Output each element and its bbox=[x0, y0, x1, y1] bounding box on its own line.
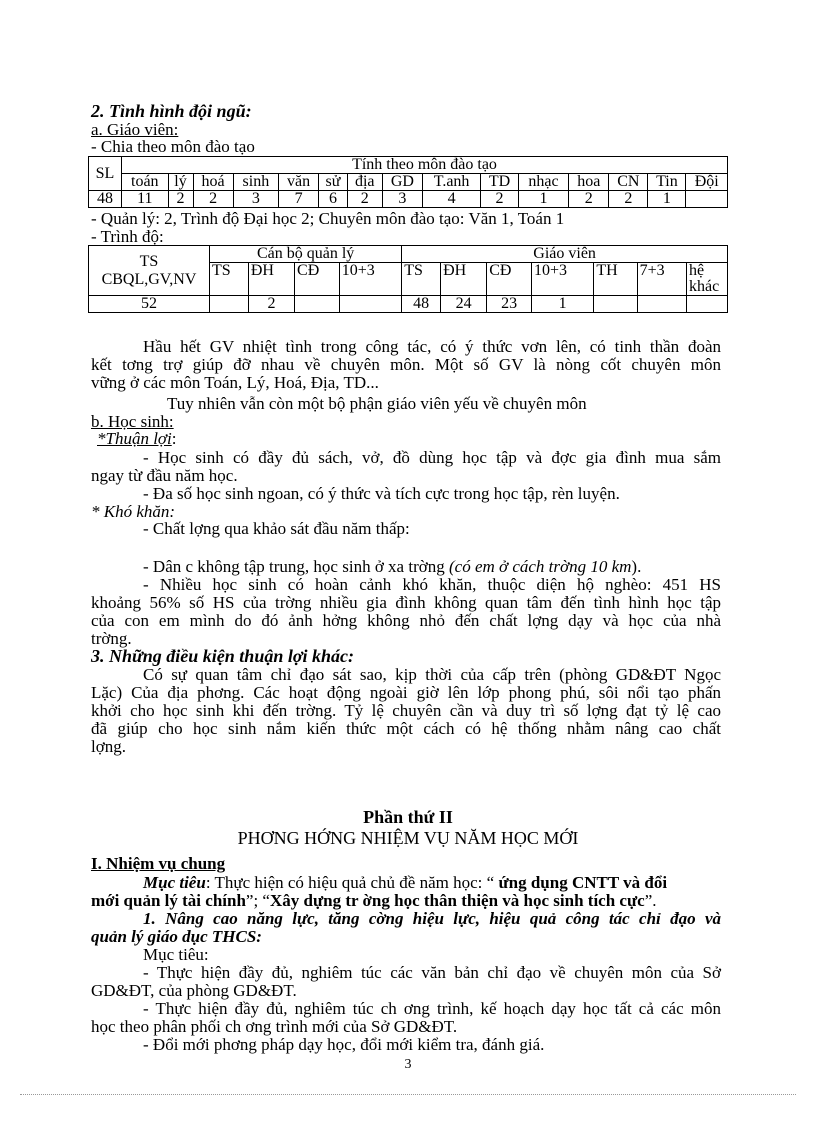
teacher-value-cell bbox=[637, 296, 686, 313]
target2-line1: - Thực hiện đầy đủ, nghiêm túc ch ơng trình, kế hoạch dạy học tất cả các môn bbox=[143, 999, 721, 1018]
target1-line2: GD&ĐT, của phòng GD&ĐT. bbox=[91, 981, 297, 1000]
teacher-value-cell bbox=[687, 296, 728, 313]
teacher-value-cell bbox=[594, 296, 637, 313]
subject-header-cell: văn bbox=[279, 174, 319, 191]
management-col-header: TS bbox=[210, 263, 249, 296]
subject-count-cell: 4 bbox=[422, 191, 480, 208]
target3: - Đổi mới phơng pháp dạy học, đổi mới kiểm tra, đánh giá. bbox=[143, 1035, 545, 1054]
teacher-col-header: 10+3 bbox=[531, 263, 593, 296]
goal-line1: Mục tiêu: Thực hiện có hiệu quả chủ đề năm học: “ ứng dụng CNTT và đổi bbox=[143, 873, 668, 892]
advantage-heading: *Thuận lợi: bbox=[97, 429, 177, 448]
target1-line1: - Thực hiện đầy đủ, nghiêm túc các văn bản chỉ đạo về chuyên môn của Sở bbox=[143, 963, 721, 982]
subject-count-cell: 2 bbox=[569, 191, 609, 208]
para1-line1: Hầu hết GV nhiệt tình trong công tác, có ý thức vơn lên, có tinh thần đoàn bbox=[143, 337, 721, 356]
sl-header: SL bbox=[89, 157, 122, 191]
total-teachers: 48 bbox=[89, 191, 122, 208]
section3-line2: Lặc) Của địa phơng. Các hoạt động ngoài giờ lên lớp phong phú, sôi nổi tạo phấn bbox=[91, 683, 721, 702]
section-general-tasks: I. Nhiệm vụ chung bbox=[91, 854, 226, 873]
teacher-col-header: ĐH bbox=[441, 263, 487, 296]
subject-header-cell: T.anh bbox=[422, 174, 480, 191]
subject-header-cell: sinh bbox=[233, 174, 278, 191]
difficulty-heading: * Khó khăn: bbox=[91, 502, 176, 521]
level-label: - Trình độ: bbox=[91, 227, 164, 246]
teacher-value-cell: 24 bbox=[441, 296, 487, 313]
subject-header-cell: địa bbox=[347, 174, 382, 191]
management-value-cell: 2 bbox=[248, 296, 294, 313]
by-subject-label: - Chia theo môn đào tạo bbox=[91, 137, 255, 156]
target2-line2: học theo phân phối ch ơng trình mới của Sở GD&ĐT. bbox=[91, 1017, 458, 1036]
management-line: - Quản lý: 2, Trình độ Đại học 2; Chuyên môn đào tạo: Văn 1, Toán 1 bbox=[91, 209, 565, 228]
subject-count-cell: 3 bbox=[233, 191, 278, 208]
management-col-header: 10+3 bbox=[339, 263, 401, 296]
management-group-header: Cán bộ quản lý bbox=[210, 246, 402, 263]
subject-count-cell: 6 bbox=[319, 191, 347, 208]
level-values-row bbox=[89, 296, 728, 313]
subject-header-row bbox=[89, 174, 728, 191]
part-subtitle: PHƠNG HỚNG NHIỆM VỤ NĂM HỌC MỚI bbox=[237, 828, 579, 848]
subject-count-cell bbox=[686, 191, 728, 208]
subject-count-cell: 11 bbox=[122, 191, 169, 208]
teacher-col-header: TH bbox=[594, 263, 637, 296]
teacher-group-header: Giáo viên bbox=[402, 246, 728, 263]
diff3-line4: trờng. bbox=[91, 629, 132, 648]
management-value-cell bbox=[210, 296, 249, 313]
section3-heading: 3. Những điều kiện thuận lợi khác: bbox=[91, 646, 354, 666]
management-value-cell bbox=[295, 296, 340, 313]
subject-header-cell: lý bbox=[168, 174, 193, 191]
section3-line1: Có sự quan tâm chỉ đạo sát sao, kịp thời của cấp trên (phòng GD&ĐT Ngọc bbox=[143, 665, 721, 684]
teacher-value-cell: 48 bbox=[402, 296, 441, 313]
subject-group-header: Tính theo môn đào tạo bbox=[122, 157, 728, 174]
subject-header-cell: hoá bbox=[193, 174, 233, 191]
management-col-header: ĐH bbox=[248, 263, 294, 296]
level-table bbox=[88, 245, 728, 313]
page-number: 3 bbox=[404, 1057, 412, 1072]
diff2: - Dân c không tập trung, học sinh ở xa trờng (có em ở cách trờng 10 km). bbox=[143, 557, 642, 576]
section3-line3: khởi cho học sinh khi đến trờng. Tỷ lệ chuyên cần và duy trì số lợng đạt tỷ lệ cao bbox=[91, 701, 721, 720]
adv1-line1: - Học sinh có đầy đủ sách, vở, đồ dùng học tập và đợc gia đình mua sắm bbox=[143, 448, 721, 467]
ts-value: 52 bbox=[89, 296, 210, 313]
subject-count-cell: 1 bbox=[518, 191, 568, 208]
diff1: - Chất lợng qua khảo sát đầu năm thấp: bbox=[143, 519, 410, 538]
teacher-value-cell: 1 bbox=[531, 296, 593, 313]
diff3-line2: khoảng 56% số HS của trờng nhiều gia đình không quan tâm đến tình hình học tập bbox=[91, 593, 721, 612]
subject-header-cell: sử bbox=[319, 174, 347, 191]
subject-header-cell: CN bbox=[609, 174, 648, 191]
subject-table bbox=[88, 156, 728, 208]
adv2: - Đa số học sinh ngoan, có ý thức và tích cực trong học tập, rèn luyện. bbox=[143, 484, 620, 503]
para2: Tuy nhiên vẫn còn một bộ phận giáo viên yếu về chuyên môn bbox=[167, 394, 587, 413]
subject-count-cell: 3 bbox=[382, 191, 422, 208]
subject-count-cell: 7 bbox=[279, 191, 319, 208]
subject-header-cell: TD bbox=[481, 174, 519, 191]
teacher-col-header: hệ khác bbox=[687, 263, 728, 296]
section3-line4: đã giúp cho học sinh nắm kiến thức một cách có hệ thống nhằm nâng cao chất bbox=[91, 719, 721, 738]
ts-header: TS CBQL,GV,NV bbox=[89, 246, 210, 296]
management-col-header: CĐ bbox=[295, 263, 340, 296]
goal-line2: mới quản lý tài chính”; “Xây dựng tr ờng học thân thiện và học sinh tích cực”. bbox=[91, 891, 657, 910]
subject-count-cell: 2 bbox=[609, 191, 648, 208]
adv1-line2: ngay từ đầu năm học. bbox=[91, 466, 238, 485]
subheading-students: b. Học sinh: bbox=[91, 412, 174, 431]
subject-header-cell: nhạc bbox=[518, 174, 568, 191]
para1-line2: kết tơng trợ giúp đỡ nhau về chuyên môn. Một số GV là nòng cốt chuyên môn bbox=[91, 355, 721, 374]
subject-count-cell: 2 bbox=[193, 191, 233, 208]
teacher-col-header: CĐ bbox=[487, 263, 532, 296]
subject-header-cell: GD bbox=[382, 174, 422, 191]
subject-count-cell: 2 bbox=[168, 191, 193, 208]
subheading-teachers: a. Giáo viên: bbox=[91, 120, 179, 139]
target-label: Mục tiêu: bbox=[143, 945, 209, 964]
subject-count-row bbox=[89, 191, 728, 208]
para1-line3: vững ở các môn Toán, Lý, Hoá, Địa, TD... bbox=[91, 373, 379, 392]
subject-header-cell: toán bbox=[122, 174, 169, 191]
page-bottom-border bbox=[20, 1094, 796, 1095]
management-value-cell bbox=[339, 296, 401, 313]
teacher-col-header: TS bbox=[402, 263, 441, 296]
item1-line1: 1. Nâng cao năng lực, tăng cờng hiệu lực, hiệu quả công tác chỉ đạo và bbox=[143, 909, 721, 928]
teacher-value-cell: 23 bbox=[487, 296, 532, 313]
part-title: Phần thứ II bbox=[363, 807, 453, 827]
subject-count-cell: 1 bbox=[648, 191, 686, 208]
subject-header-cell: Tin bbox=[648, 174, 686, 191]
section-heading: 2. Tình hình đội ngũ: bbox=[91, 101, 252, 121]
subject-header-cell: Đội bbox=[686, 174, 728, 191]
subject-count-cell: 2 bbox=[481, 191, 519, 208]
subject-count-cell: 2 bbox=[347, 191, 382, 208]
section3-line5: lợng. bbox=[91, 737, 126, 756]
teacher-col-header: 7+3 bbox=[637, 263, 686, 296]
subject-header-cell: hoa bbox=[569, 174, 609, 191]
diff3-line3: của con em mình do đó ảnh hởng không nhỏ đến chất lợng dạy và học của nhà bbox=[91, 611, 721, 630]
diff3-line1: - Nhiều học sinh có hoàn cảnh khó khăn, thuộc diện hộ nghèo: 451 HS bbox=[143, 575, 721, 594]
item1-line2: quản lý giáo dục THCS: bbox=[91, 927, 262, 946]
